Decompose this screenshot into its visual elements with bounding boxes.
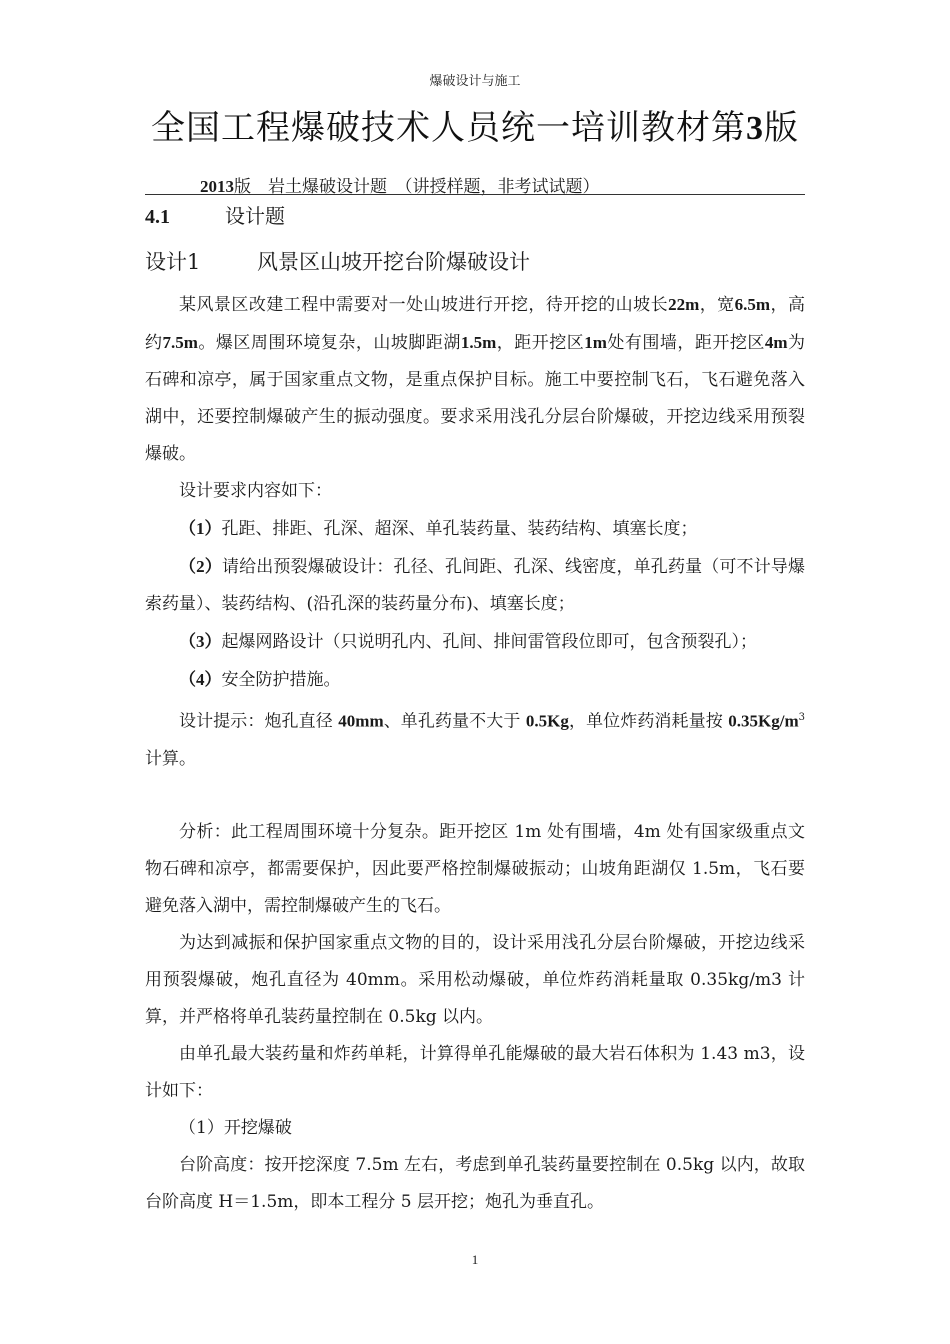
title-text: 全国工程爆破技术人员统一培训教材第 bbox=[151, 108, 746, 148]
requirements-intro: 设计要求内容如下： bbox=[179, 481, 332, 501]
header-rule bbox=[145, 194, 805, 195]
design-heading bbox=[145, 246, 530, 276]
problem-paragraph: 某风景区改建工程中需要对一处山坡进行开挖，待开挖的山坡长22m，宽6.5m，高约7.5m。爆区周围环境复杂，山坡脚距湖1.5m，距开挖区1m处有围墙，距开挖区4m为石碑和凉亭，属于国家重点文物，是重点保护目标。施工中要控制飞石，飞石避免落入湖中，还要控制爆破产生的振动强度。要求采用浅孔分层台阶爆破，开挖边线采用预裂爆破。 bbox=[145, 295, 806, 464]
subtitle-year: 2013 bbox=[200, 177, 234, 196]
subtitle-text: 版 岩土爆破设计题 （讲授样题，非考试试题） bbox=[234, 177, 600, 197]
subsection-excavation: （1）开挖爆破 bbox=[179, 1117, 292, 1138]
body-content bbox=[145, 286, 805, 1221]
requirement-item-2: （2）请给出预裂爆破设计：孔径、孔间距、孔深、线密度，单孔药量（可不计导爆索药量）、装药结构、(沿孔深的装药量分布)、填塞长度； bbox=[145, 557, 806, 614]
design-title: 风景区山坡开挖台阶爆破设计 bbox=[257, 250, 530, 274]
design-number: 设计1 bbox=[145, 250, 201, 274]
requirement-item-3: （3）起爆网路设计（只说明孔内、孔间、排间雷管段位即可，包含预裂孔）； bbox=[179, 632, 757, 652]
requirement-item-4: （4）安全防护措施。 bbox=[179, 670, 341, 690]
section-title: 设计题 bbox=[225, 204, 285, 228]
document-title bbox=[0, 100, 950, 149]
section-number: 4.1 bbox=[145, 206, 170, 228]
volume-paragraph: 由单孔最大装药量和炸药单耗，计算得单孔能爆破的最大岩石体积为 1.43 m3，设计如下： bbox=[145, 1043, 805, 1101]
running-header: 爆破设计与施工 bbox=[429, 74, 521, 89]
page-number: 1 bbox=[471, 1252, 479, 1267]
title-edition-number: 3 bbox=[746, 110, 764, 147]
design-hint: 设计提示：炮孔直径 40mm、单孔药量不大于 0.5Kg，单位炸药消耗量按 $0.35Kg/m^3$计算。 bbox=[145, 711, 806, 769]
section-heading bbox=[145, 200, 285, 229]
method-paragraph: 为达到减振和保护国家重点文物的目的，设计采用浅孔分层台阶爆破，开挖边线采用预裂爆破，炮孔直径为 40mm。采用松动爆破，单位炸药消耗量取 0.35kg/m3 计算，并严格将单孔装药量控制在 0.5kg 以内。 bbox=[145, 932, 805, 1027]
title-edition-suffix: 版 bbox=[764, 108, 799, 148]
requirement-item-1: （1）孔距、排距、孔深、超深、单孔装药量、装药结构、填塞长度； bbox=[179, 519, 698, 539]
bench-height-paragraph: 台阶高度：按开挖深度 7.5m 左右，考虑到单孔装药量要控制在 0.5kg 以内，故取台阶高度 H＝1.5m，即本工程分 5 层开挖；炮孔为垂直孔。 bbox=[145, 1154, 805, 1212]
analysis-paragraph: 分析：此工程周围环境十分复杂。距开挖区 1m 处有围墙，4m 处有国家级重点文物石碑和凉亭，都需要保护，因此要严格控制爆破振动；山坡角距湖仅 1.5m，飞石要避免落入湖中，需控制爆破产生的飞石。 bbox=[145, 821, 805, 916]
